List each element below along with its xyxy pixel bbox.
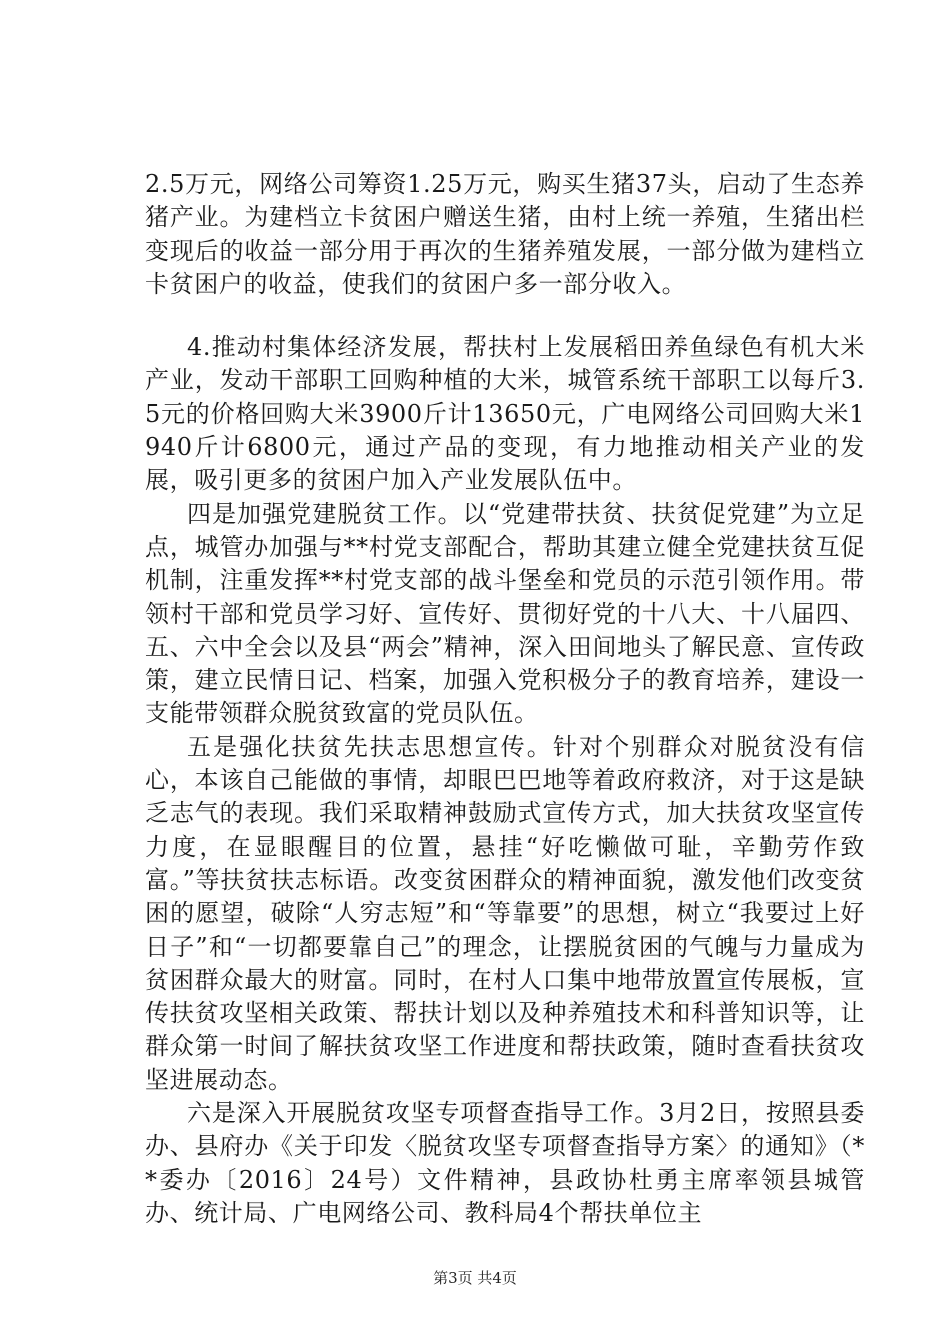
- paragraph-section-4: 四是加强党建脱贫工作。以“党建带扶贫、扶贫促党建”为立足点，城管办加强与**村党支部配合，帮助其建立健全党建扶贫互促机制，注重发挥**村党支部的战斗堡垒和党员的示范引领作用。带领村干部和党员学习好、宣传好、贯彻好党的十八大、十八届四、五、六中全会以及县“两会”精神，深入田间地头了解民意、宣传政策，建立民情日记、档案，加强入党积极分子的教育培养，建设一支能带领群众脱贫致富的党员队伍。: [145, 499, 865, 728]
- paragraph-item-4: 4.推动村集体经济发展，帮扶村上发展稻田养鱼绿色有机大米产业，发动干部职工回购种植的大米，城管系统干部职工以每斤3.5元的价格回购大米3900斤计13650元，广电网络公司回购大米1940斤计6800元，通过产品的变现，有力地推动相关产业的发展，吸引更多的贫困户加入产业发展队伍中。: [145, 333, 865, 495]
- paragraph-section-6: 六是深入开展脱贫攻坚专项督查指导工作。3月2日，按照县委办、县府办《关于印发〈脱贫攻坚专项督查指导方案〉的通知》（**委办〔2016〕24号）文件精神，县政协杜勇主席率领县城管办、统计局、广电网络公司、教科局4个帮扶单位主: [145, 1099, 865, 1227]
- document-body: [145, 168, 865, 1230]
- page-footer: 第3页 共4页: [433, 1269, 517, 1287]
- paragraph-continuation: 2.5万元，网络公司筹资1.25万元，购买生猪37头，启动了生态养猪产业。为建档立卡贫困户赠送生猪，由村上统一养殖，生猪出栏变现后的收益一部分用于再次的生猪养殖发展，一部分做为建档立卡贫困户的收益，使我们的贫困户多一部分收入。: [145, 170, 865, 298]
- paragraph-section-5: 五是强化扶贫先扶志思想宣传。针对个别群众对脱贫没有信心，本该自己能做的事情，却眼巴巴地等着政府救济，对于这是缺乏志气的表现。我们采取精神鼓励式宣传方式，加大扶贫攻坚宣传力度，在显眼醒目的位置，悬挂“好吃懒做可耻，辛勤劳作致富。”等扶贫扶志标语。改变贫困群众的精神面貌，激发他们改变贫困的愿望，破除“人穷志短”和“等靠要”的思想，树立“我要过上好日子”和“一切都要靠自己”的理念，让摆脱贫困的气魄与力量成为贫困群众最大的财富。同时，在村人口集中地带放置宣传展板，宣传扶贫攻坚相关政策、帮扶计划以及种养殖技术和科普知识等，让群众第一时间了解扶贫攻坚工作进度和帮扶政策，随时查看扶贫攻坚进展动态。: [145, 732, 865, 1094]
